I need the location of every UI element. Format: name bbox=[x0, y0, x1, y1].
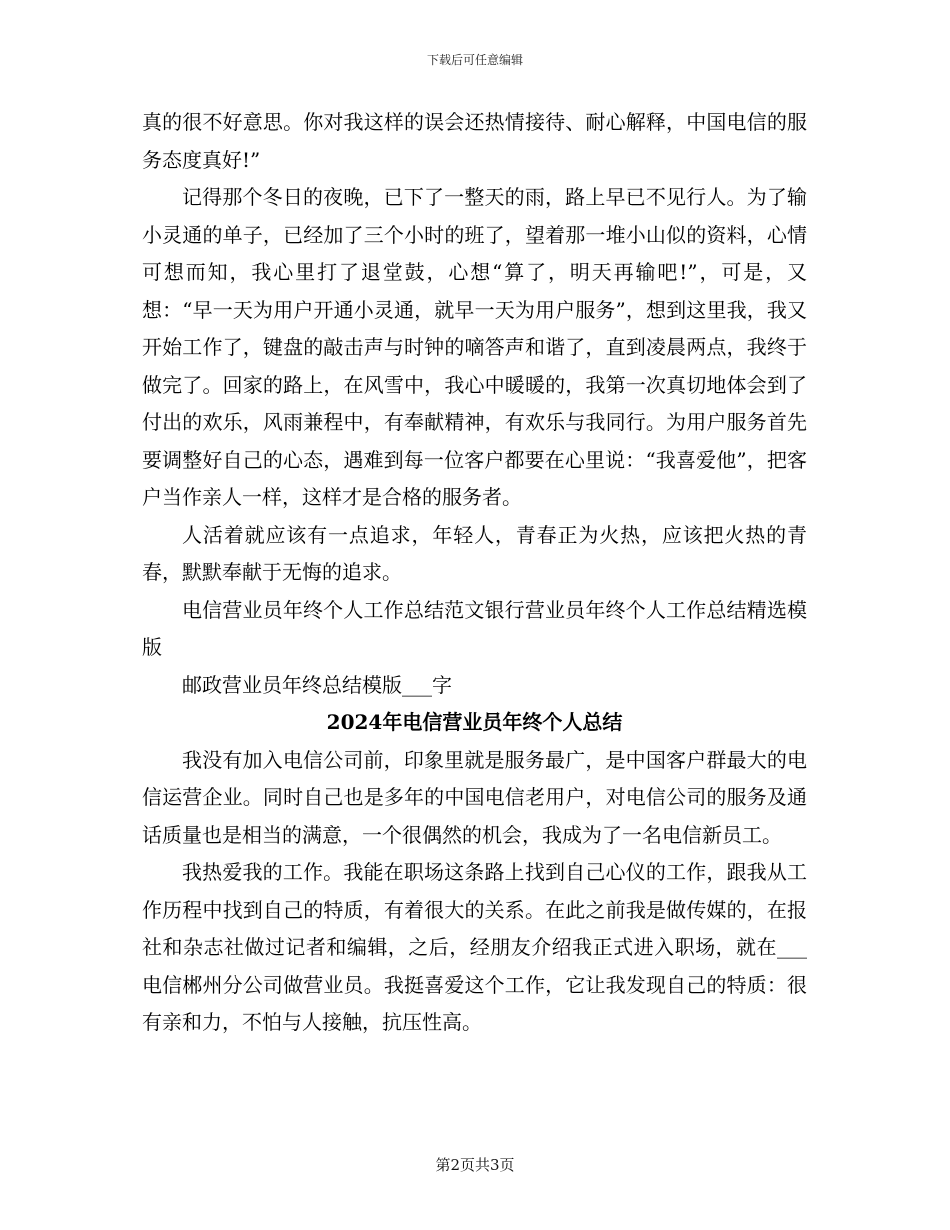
paragraph-continued: 真的很不好意思。你对我这样的误会还热情接待、耐心解释，中国电信的服务态度真好!” bbox=[142, 110, 807, 172]
document-body bbox=[142, 104, 807, 1042]
page-header-note: 下载后可任意编辑 bbox=[426, 53, 523, 67]
paragraph-pursuit: 人活着就应该有一点追求，年轻人，青春正为火热，应该把火热的青春，默默奉献于无悔的追求。 bbox=[142, 522, 807, 584]
paragraph-related-title-1: 电信营业员年终个人工作总结范文银行营业员年终个人工作总结精选模版 bbox=[142, 597, 807, 659]
paragraph-love-work: 我热爱我的工作。我能在职场这条路上找到自己心仪的工作，跟我从工作历程中找到自己的特质，有着很大的关系。在此之前我是做传媒的，在报社和杂志社做过记者和编辑，之后，经朋友介绍我正式进入职场，就在___电信郴州分公司做营业员。我挺喜爱这个工作，它让我发现自己的特质：很有亲和力，不怕与人接触，抗压性高。 bbox=[142, 860, 807, 1034]
page-number: 第2页共3页 bbox=[435, 1156, 515, 1174]
paragraph-related-title-2: 邮政营业员年终总结模版___字 bbox=[182, 672, 452, 697]
section-title: 2024年电信营业员年终个人总结 bbox=[326, 710, 623, 734]
paragraph-joining: 我没有加入电信公司前，印象里就是服务最广，是中国客户群最大的电信运营企业。同时自己也是多年的中国电信老用户，对电信公司的服务及通话质量也是相当的满意，一个很偶然的机会，我成为了一名电信新员工。 bbox=[142, 747, 807, 847]
paragraph-winter-night: 记得那个冬日的夜晚，已下了一整天的雨，路上早已不见行人。为了输小灵通的单子，已经加了三个小时的班了，望着那一堆小山似的资料，心情可想而知，我心里打了退堂鼓，心想“算了，明天再输吧!”，可是，又想：“早一天为用户开通小灵通，就早一天为用户服务”，想到这里我，我又开始工作了，键盘的敲击声与时钟的嘀答声和谐了，直到凌晨两点，我终于做完了。回家的路上，在风雪中，我心中暖暖的，我第一次真切地体会到了付出的欢乐，风雨兼程中，有奉献精神，有欢乐与我同行。为用户服务首先要调整好自己的心态，遇难到每一位客户都要在心里说：“我喜爱他”，把客户当作亲人一样，这样才是合格的服务者。 bbox=[142, 185, 807, 509]
